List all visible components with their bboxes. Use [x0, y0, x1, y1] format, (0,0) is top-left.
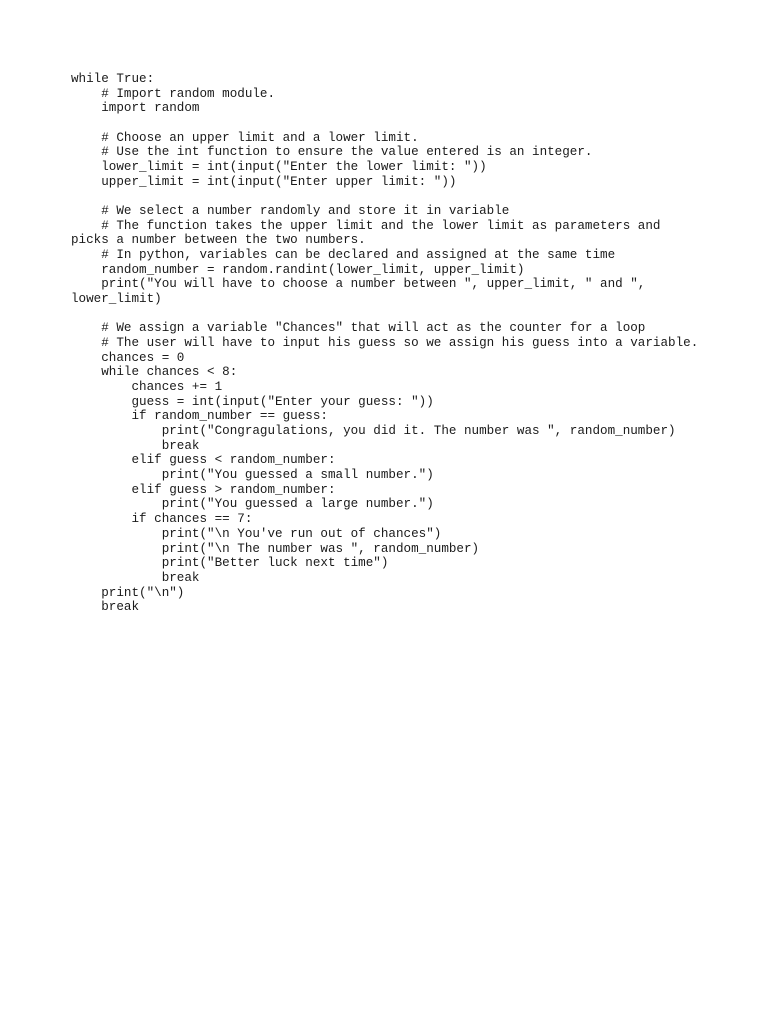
- code-line: [71, 189, 761, 204]
- code-line: elif guess < random_number:: [71, 453, 336, 468]
- code-line: # The function takes the upper limit and the lower limit as parameters and: [71, 218, 661, 233]
- code-line: random_number = random.randint(lower_limit, upper_limit): [71, 262, 525, 277]
- code-line: break: [71, 438, 200, 453]
- code-line: while chances < 8:: [71, 365, 238, 380]
- code-line: lower_limit = int(input("Enter the lower limit: ")): [71, 160, 487, 175]
- code-line: [71, 307, 761, 322]
- code-line: lower_limit): [71, 292, 162, 307]
- code-line: print("Better luck next time"): [71, 556, 389, 571]
- code-line: break: [71, 600, 140, 615]
- code-line: print("Congragulations, you did it. The number was ", random_number): [71, 424, 676, 439]
- code-line: # In python, variables can be declared and assigned at the same time: [71, 248, 616, 263]
- code-line: # Import random module.: [71, 86, 276, 101]
- code-line: picks a number between the two numbers.: [71, 233, 366, 248]
- code-line: guess = int(input("Enter your guess: ")): [71, 394, 434, 409]
- code-line: print("\n The number was ", random_number): [71, 541, 480, 556]
- code-line: if random_number == guess:: [71, 409, 328, 424]
- code-line: [71, 116, 761, 131]
- code-line: while True:: [71, 72, 155, 86]
- code-line: print("You guessed a large number."): [71, 497, 434, 512]
- code-line: upper_limit = int(input("Enter upper limit: ")): [71, 174, 457, 189]
- code-line: print("\n"): [71, 585, 185, 600]
- code-line: print("You guessed a small number."): [71, 468, 434, 483]
- code-line: chances = 0: [71, 350, 185, 365]
- code-line: if chances == 7:: [71, 512, 253, 527]
- code-line: break: [71, 570, 200, 585]
- code-block: [71, 72, 761, 615]
- code-line: elif guess > random_number:: [71, 482, 336, 497]
- code-line: # The user will have to input his guess so we assign his guess into a variable.: [71, 336, 699, 351]
- code-line: # We select a number randomly and store it in variable: [71, 204, 510, 219]
- code-line: # We assign a variable "Chances" that will act as the counter for a loop: [71, 321, 646, 336]
- code-line: import random: [71, 101, 200, 116]
- code-line: # Choose an upper limit and a lower limit.: [71, 130, 419, 145]
- code-line: # Use the int function to ensure the value entered is an integer.: [71, 145, 593, 160]
- code-line: print("\n You've run out of chances"): [71, 526, 442, 541]
- code-line: chances += 1: [71, 380, 223, 395]
- code-line: print("You will have to choose a number between ", upper_limit, " and ",: [71, 277, 646, 292]
